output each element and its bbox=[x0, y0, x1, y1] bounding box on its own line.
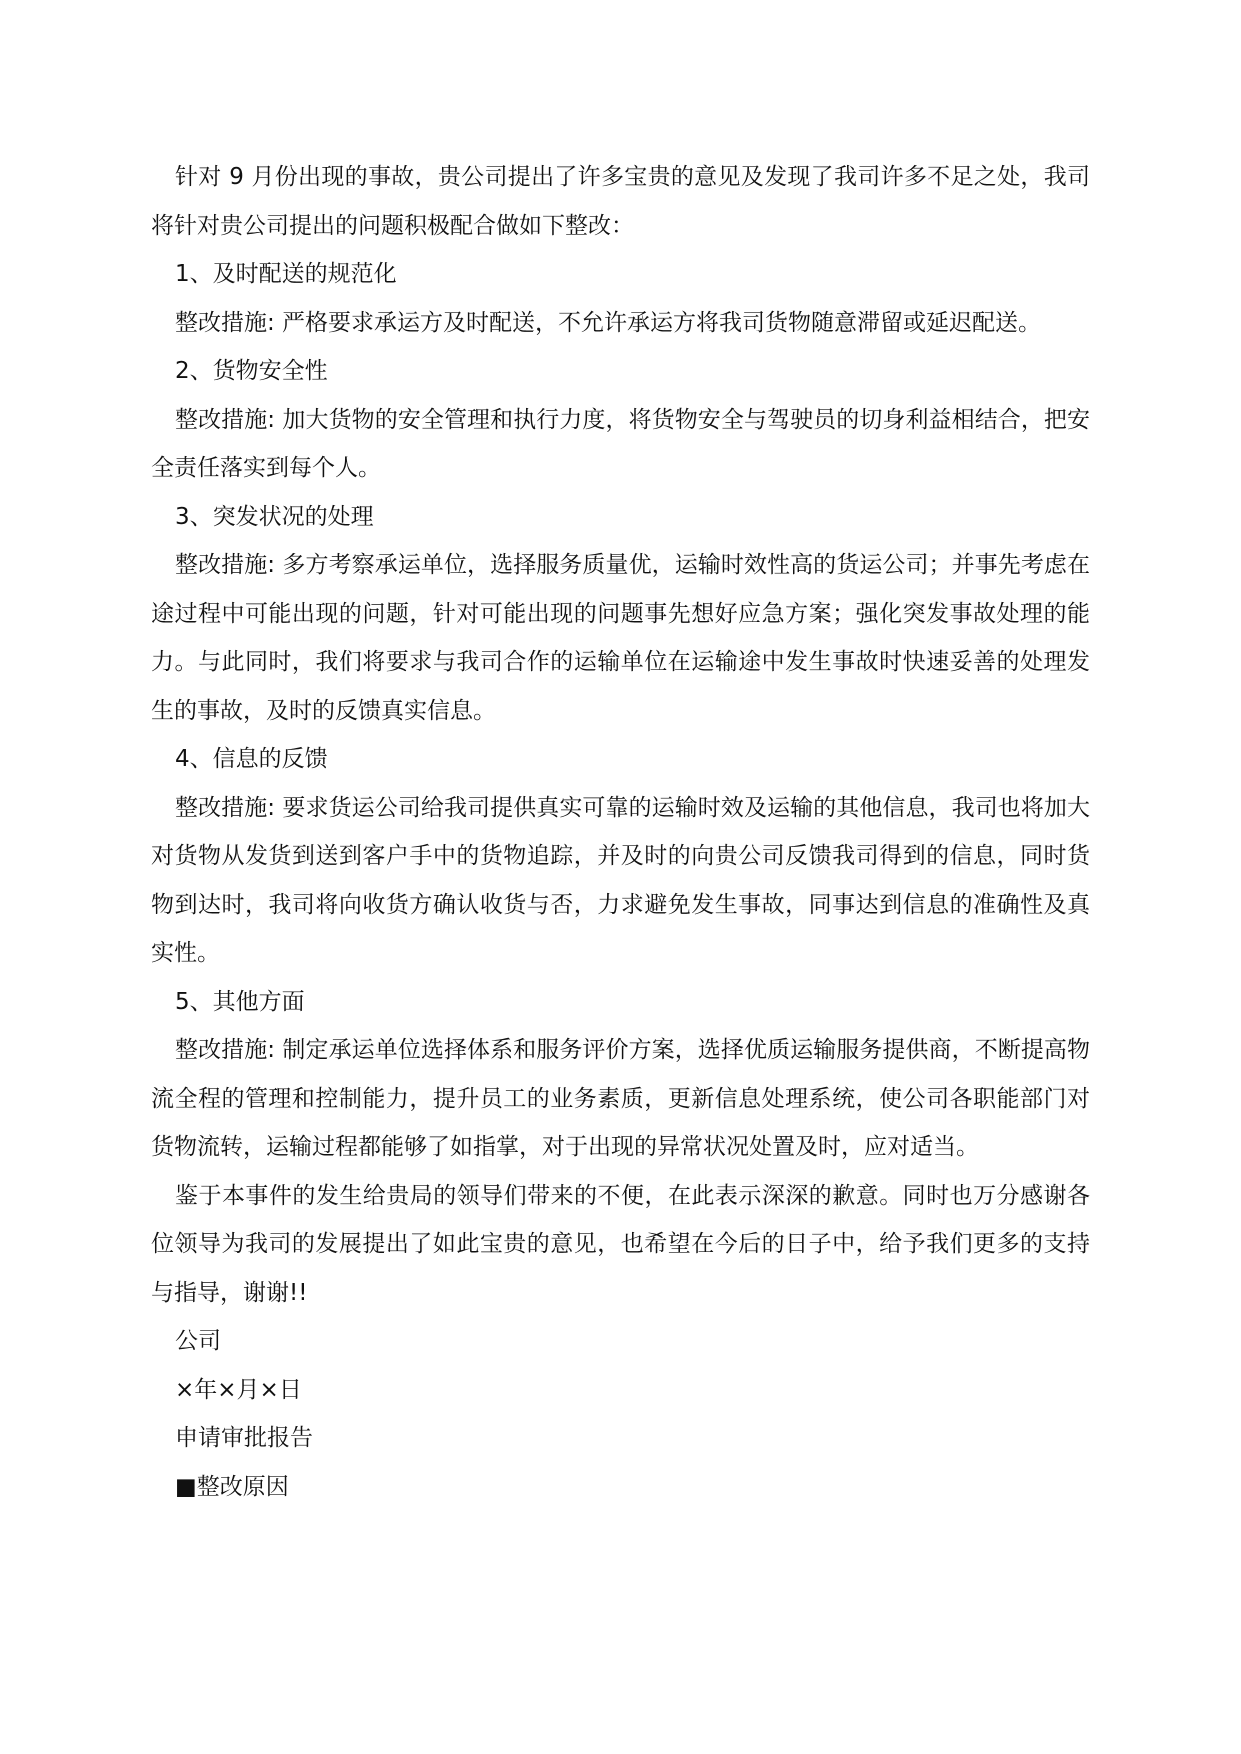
signature-date: ×年×月×日 bbox=[175, 1376, 302, 1403]
apology-paragraph: 鉴于本事件的发生给贵局的领导们带来的不便，在此表示深深的歉意。同时也万分感谢各位领导为我司的发展提出了如此宝贵的意见，也希望在今后的日子中，给予我们更多的支持与指导，谢谢!! bbox=[151, 1182, 1090, 1306]
measure-timely-delivery: 整改措施: 严格要求承运方及时配送，不允许承运方将我司货物随意滞留或延迟配送。 bbox=[175, 309, 1042, 336]
heading-information-feedback: 4、信息的反馈 bbox=[175, 746, 328, 772]
intro-paragraph: 针对 9 月份出现的事故，贵公司提出了许多宝贵的意见及发现了我司许多不足之处，我司将针对贵公司提出的问题积极配合做如下整改： bbox=[151, 164, 1090, 239]
measure-cargo-safety: 整改措施: 加大货物的安全管理和执行力度，将货物安全与驾驶员的切身利益相结合，把安全责任落实到每个人。 bbox=[151, 406, 1090, 481]
signature-company: 公司 bbox=[175, 1328, 221, 1354]
heading-timely-delivery: 1、及时配送的规范化 bbox=[175, 261, 397, 287]
measure-emergency-handling: 整改措施: 多方考察承运单位，选择服务质量优，运输时效性高的货运公司；并事先考虑在途过程中可能出现的问题，针对可能出现的问题事先想好应急方案；强化突发事故处理的能力。与此同时，我们将要求与我司合作的运输单位在运输途中发生事故时快速妥善的处理发生的事故，及时的反馈真实信息。 bbox=[151, 552, 1090, 724]
measure-other-aspects: 整改措施: 制定承运单位选择体系和服务评价方案，选择优质运输服务提供商，不断提高物流全程的管理和控制能力，提升员工的业务素质，更新信息处理系统，使公司各职能部门对货物流转，运输过程都能够了如指掌，对于出现的异常状况处置及时，应对适当。 bbox=[151, 1037, 1090, 1160]
heading-emergency-handling: 3、突发状况的处理 bbox=[175, 503, 374, 530]
measure-information-feedback: 整改措施: 要求货运公司给我司提供真实可靠的运输时效及运输的其他信息，我司也将加大对货物从发货到送到客户手中的货物追踪，并及时的向贵公司反馈我司得到的信息，同时货物到达时，我司将向收货方确认收货与否，力求避免发生事故，同事达到信息的准确性及真实性。 bbox=[151, 794, 1090, 966]
document-body bbox=[151, 153, 1090, 1511]
section-heading-rectification-reason: ■整改原因 bbox=[175, 1473, 289, 1500]
heading-other-aspects: 5、其他方面 bbox=[175, 988, 305, 1015]
heading-cargo-safety: 2、货物安全性 bbox=[175, 358, 328, 384]
section-title-approval-report: 申请审批报告 bbox=[175, 1425, 313, 1451]
